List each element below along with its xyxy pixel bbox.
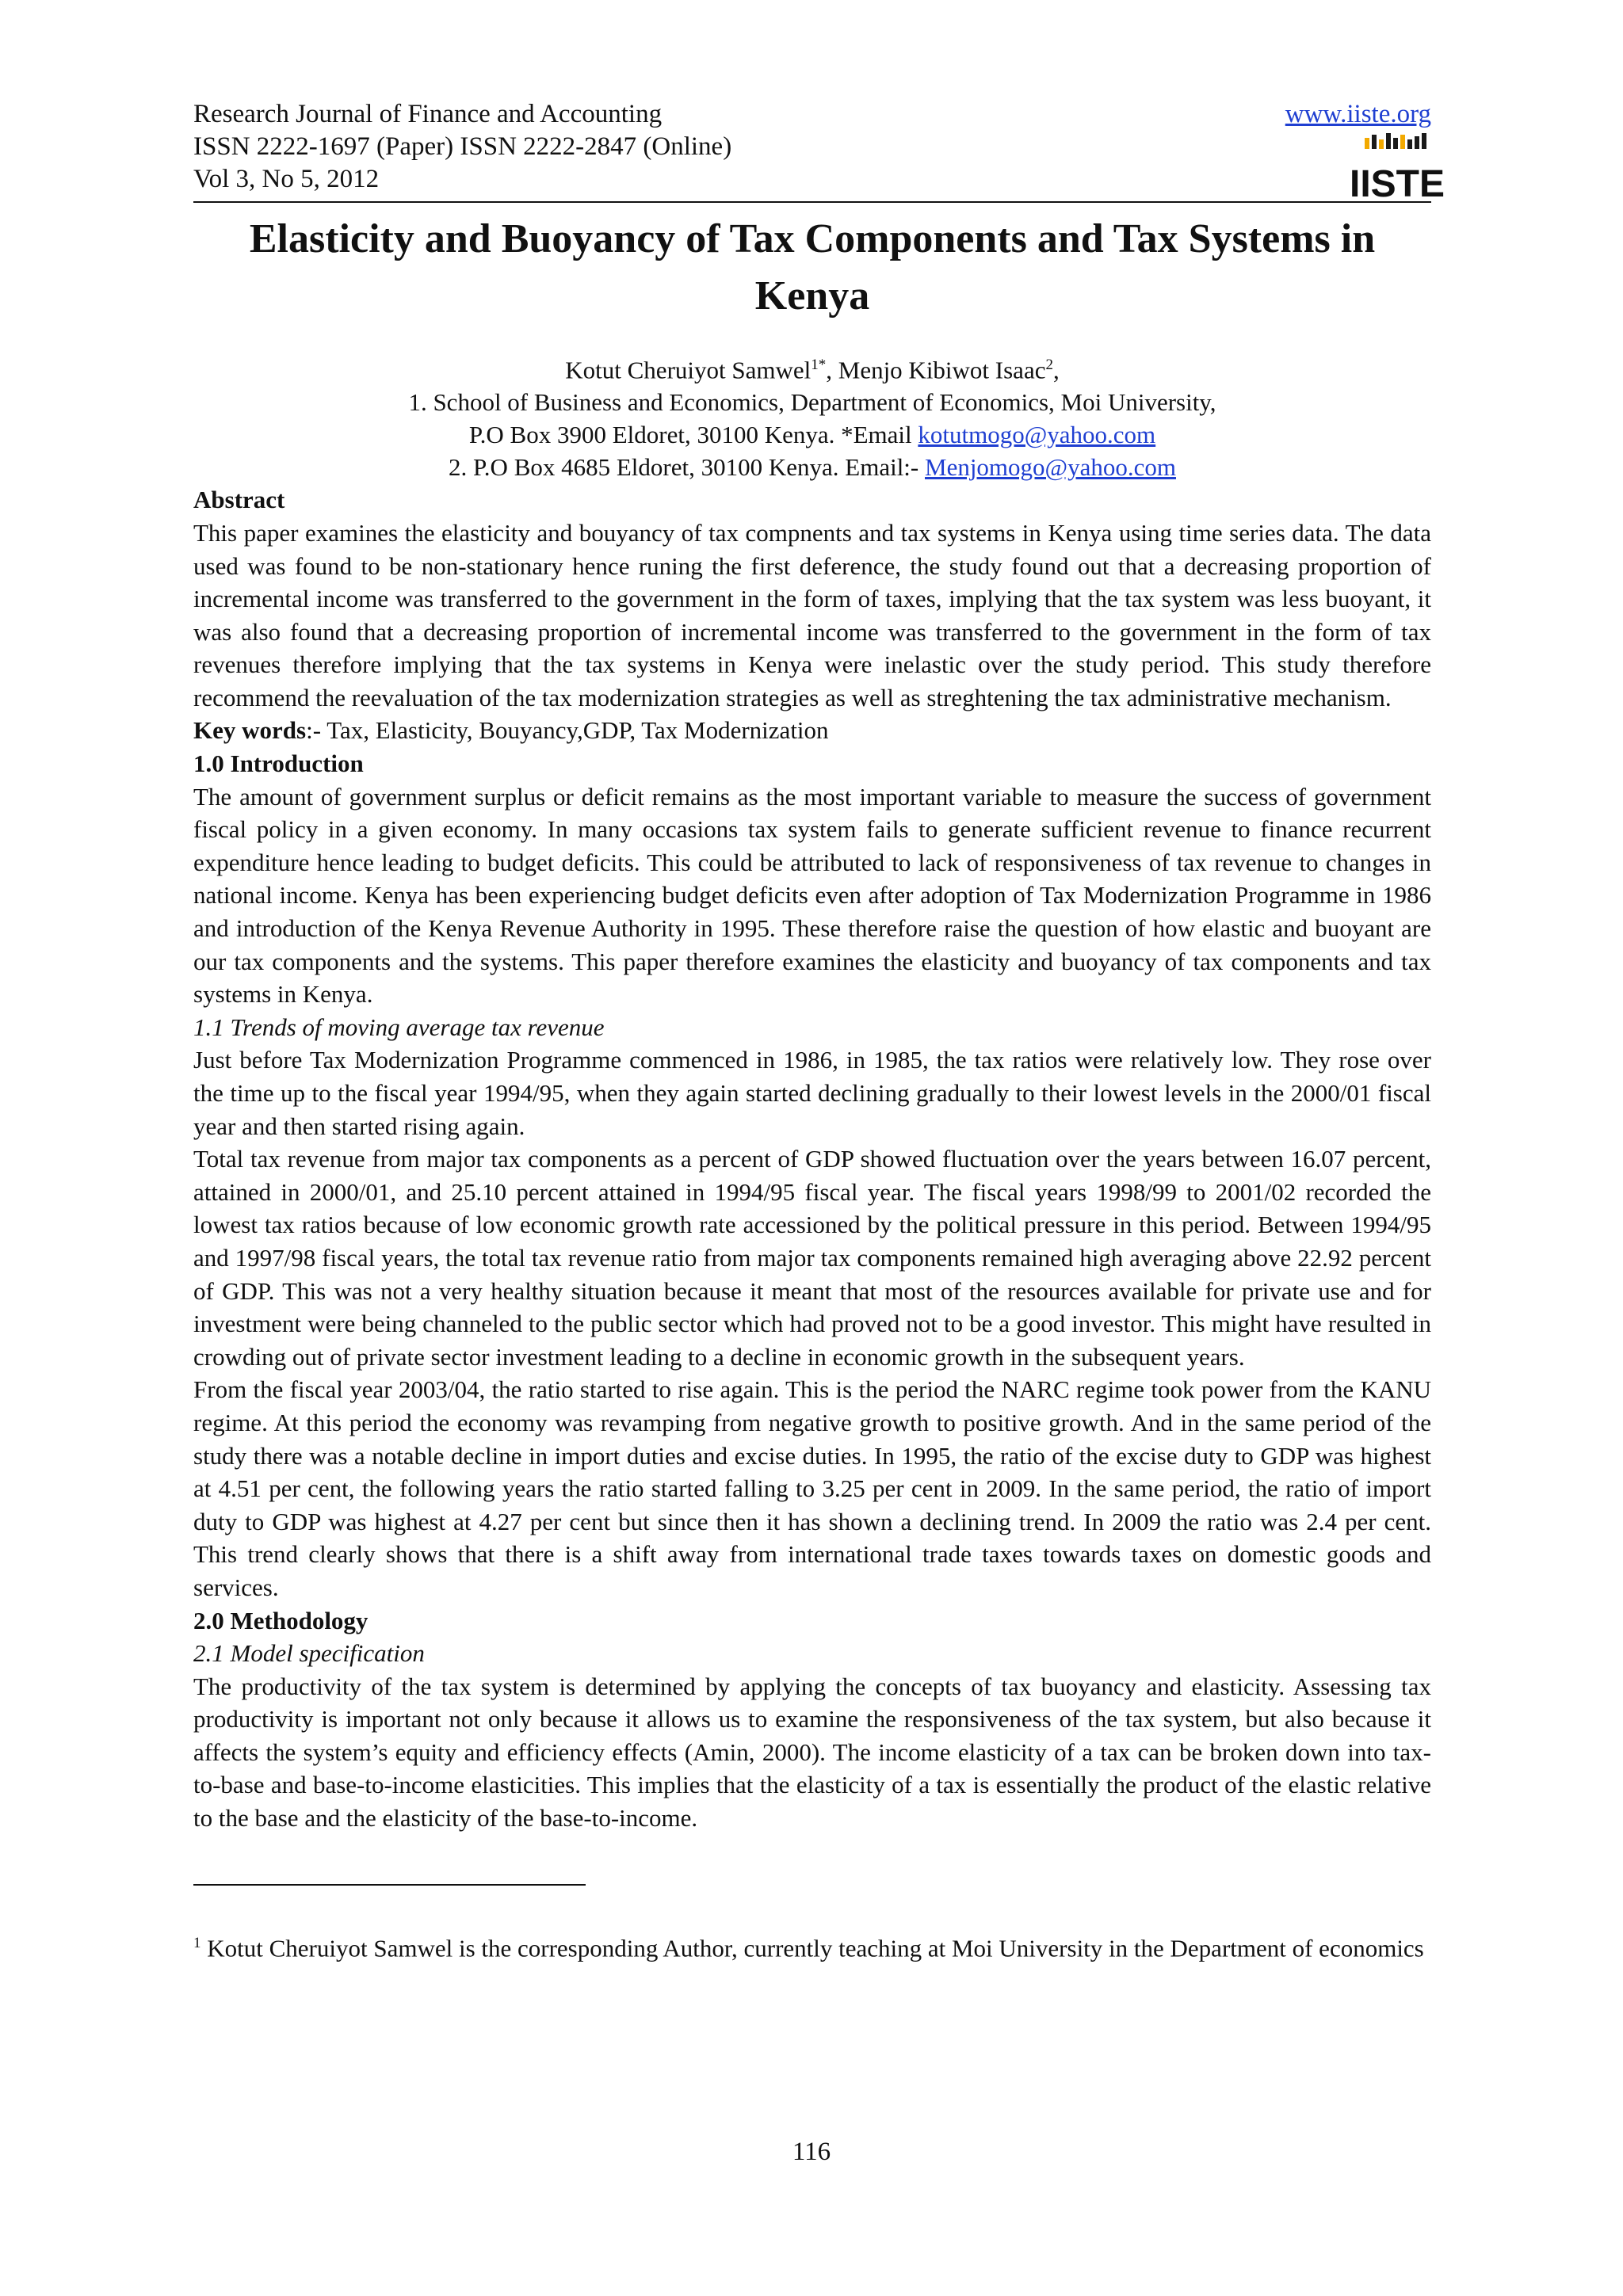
trends-heading: 1.1 Trends of moving average tax revenue — [193, 1013, 605, 1041]
trends-paragraph-1: Just before Tax Modernization Programme commenced in 1986, in 1985, the tax ratios were relatively low. They rose over the time up to the fiscal year 1994/95, when they again started declining gradually to their lowest levels in the 2000/01 fiscal year and then started rising again. — [193, 1046, 1431, 1140]
affiliation-2 — [193, 451, 1431, 483]
affiliation-2-text: 2. P.O Box 4685 Eldoret, 30100 Kenya. Email:- — [449, 453, 925, 482]
abstract-heading: Abstract — [193, 486, 285, 514]
paper-title: Elasticity and Buoyancy of Tax Components and Tax Systems in Kenya — [249, 216, 1376, 318]
intro-heading: 1.0 Introduction — [193, 749, 364, 778]
footnote-text: Kotut Cheruiyot Samwel is the corresponding Author, currently teaching at Moi University in the Department of economics — [200, 1934, 1424, 1962]
footnote-mark: 1 — [193, 1934, 201, 1951]
footnote-rule — [193, 1884, 586, 1886]
author-1: Kotut Cheruiyot Samwel — [565, 356, 812, 384]
journal-issn: ISSN 2222-1697 (Paper) ISSN 2222-2847 (Online) — [193, 132, 732, 161]
author-line — [193, 349, 1431, 386]
svg-text:IISTE: IISTE — [1349, 163, 1445, 205]
author-separator: , — [826, 356, 838, 384]
page-number: 116 — [792, 2138, 831, 2166]
methodology-heading: 2.0 Methodology — [193, 1606, 369, 1634]
trends-paragraph-2: Total tax revenue from major tax components as a percent of GDP showed fluctuation over the years between 16.07 percent, attained in 2000/01, and 25.10 percent attained in 1994/95 fiscal year. The fiscal years 1998/99 to 2001/02 recorded the lowest tax ratios because of low economic growth rate accessioned by the political pressure in this period. Between 1994/95 and 1997/98 fiscal years, the total tax revenue ratio from major tax components remained high averaging above 22.92 percent of GDP. This was not a very healthy situation because it meant that most of the resources available for private use and for investment were being channeled to the public sector which had proved not to be a good investor. This might have resulted in crowding out of private sector investment leading to a decline in economic growth in the subsequent years. — [193, 1145, 1431, 1371]
keywords — [193, 714, 1431, 747]
author-1-mark: 1* — [811, 357, 827, 373]
paper-body — [193, 483, 1431, 1834]
author-trail: , — [1052, 356, 1060, 384]
model-heading: 2.1 Model specification — [193, 1639, 425, 1668]
journal-volume: Vol 3, No 5, 2012 — [193, 165, 380, 193]
page — [193, 98, 1445, 1964]
keywords-label: Key words — [193, 716, 307, 745]
affiliation-1: 1. School of Business and Economics, Department of Economics, Moi University, — [408, 388, 1216, 417]
affiliation-1-address — [193, 418, 1431, 451]
keywords-text: :- Tax, Elasticity, Bouyancy,GDP, Tax Modernization — [306, 716, 829, 745]
journal-name: Research Journal of Finance and Accounting — [193, 100, 663, 128]
journal-header — [193, 98, 1445, 205]
iiste-logo — [1349, 132, 1445, 205]
intro-paragraph: The amount of government surplus or deficit remains as the most important variable to measure the success of government fiscal policy in a given economy. In many occasions tax system fails to generate sufficient revenue to finance recurrent expenditure hence leading to budget deficits. This could be attributed to lack of responsiveness of tax revenue to changes in national income. Kenya has been experiencing budget deficits even after adoption of Tax Modernization Programme in 1986 and introduction of the Kenya Revenue Authority in 1995. These therefore raise the question of how elastic and buoyant are our tax components and the systems. This paper therefore examines the elasticity and buoyancy of tax components and tax systems in Kenya. — [193, 782, 1431, 1009]
author-2-mark: 2 — [1045, 357, 1053, 373]
trends-paragraph-3: From the fiscal year 2003/04, the ratio started to rise again. This is the period the NARC regime took power from the KANU regime. At this period the economy was revamping from negative growth to positive growth. And in the same period of the study there was a notable decline in import duties and excise duties. In 1995, the ratio of the excise duty to GDP was highest at 4.51 per cent, the following years the ratio started falling to 3.25 per cent in 2009. In the same period, the ratio of import duty to GDP was highest at 4.27 per cent but since then it has shown a declining trend. In 2009 the ratio was 2.4 per cent. This trend clearly shows that there is a shift away from international trade taxes towards taxes on domestic goods and services. — [193, 1375, 1431, 1601]
footnote — [193, 1927, 1431, 1964]
header-rule — [193, 201, 1431, 203]
author-2: Menjo Kibiwot Isaac — [838, 356, 1046, 384]
model-paragraph: The productivity of the tax system is determined by applying the concepts of tax buoyancy and elasticity. Assessing tax productivity is important not only because it allows us to examine the responsiveness of the tax system, but also because it affects the system’s equity and efficiency effects (Amin, 2000). The income elasticity of a tax can be broken down into tax-to-base and base-to-income elasticities. This implies that the elasticity of a tax is essentially the product of the elastic relative to the base and the elasticity of the base-to-income. — [193, 1672, 1431, 1833]
abstract-text: This paper examines the elasticity and bouyancy of tax compnents and tax systems in Kenya using time series data. The data used was found to be non-stationary hence runing the first deference, the study found out that a decreasing proportion of incremental income was transferred to the government in the form of taxes, implying that the tax system was less buoyant, it was also found that a decreasing proportion of incremental income was transferred to the government in the form of tax revenues therefore implying that the tax systems in Kenya were inelastic over the study period. This study therefore recommend the reevaluation of the tax modernization strategies as well as streghtening the tax administrative mechanism. — [193, 518, 1431, 711]
affiliation-1-address-text: P.O Box 3900 Eldoret, 30100 Kenya. *Email — [468, 421, 918, 449]
website-link[interactable]: www.iiste.org — [1285, 100, 1431, 128]
email-link-author-2[interactable]: Menjomogo@yahoo.com — [925, 453, 1176, 482]
email-link-author-1[interactable]: kotutmogo@yahoo.com — [918, 421, 1156, 449]
